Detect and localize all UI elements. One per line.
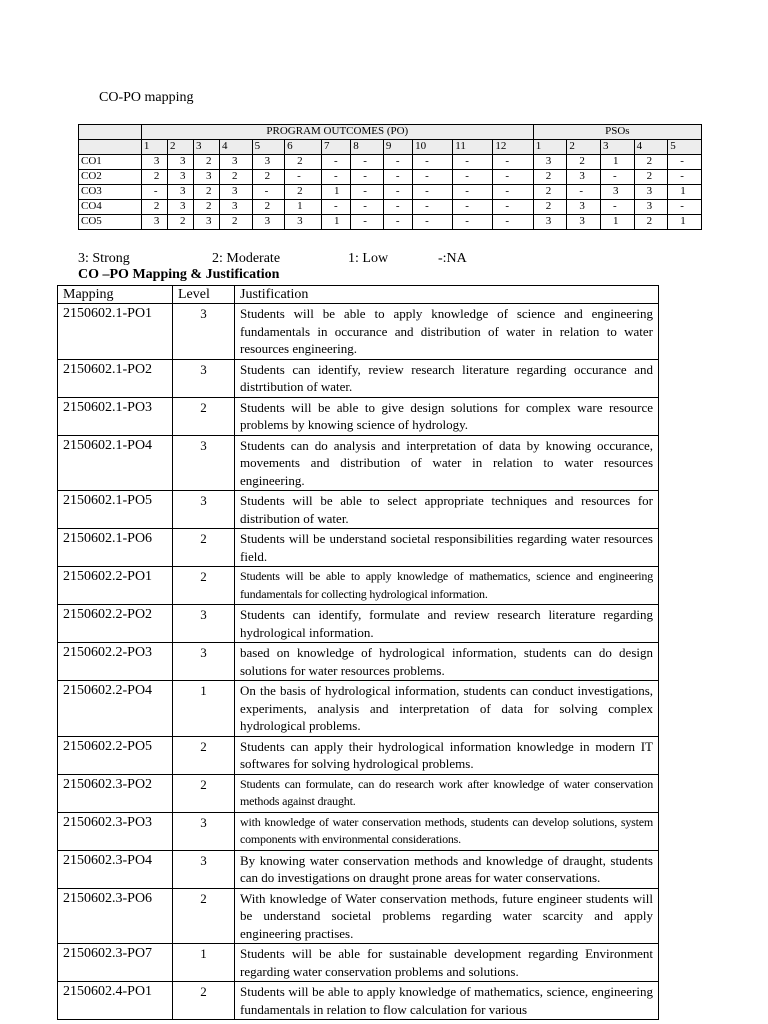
co-po-value-cell: 2 [285, 185, 322, 200]
co-po-value-cell: 2 [634, 215, 668, 230]
justification-row [58, 491, 659, 529]
co-po-mapping-table [78, 124, 702, 230]
po-number-cell: 4 [220, 140, 253, 155]
co-po-number-header-row [79, 140, 702, 155]
justification-row [58, 567, 659, 605]
level-cell: 1 [173, 944, 235, 982]
co-po-value-cell: 3 [252, 155, 285, 170]
co-po-value-cell: 2 [634, 170, 668, 185]
co-po-value-cell: 1 [600, 215, 634, 230]
co-po-value-cell: - [453, 200, 493, 215]
co-label: CO4 [79, 200, 142, 215]
co-po-value-cell: - [351, 170, 384, 185]
level-cell: 2 [173, 529, 235, 567]
mapping-cell: 2150602.2-PO5 [58, 736, 173, 774]
co-po-value-cell: - [493, 185, 533, 200]
co-po-value-cell: 3 [220, 155, 253, 170]
co-po-value-cell: - [252, 185, 285, 200]
co-label: CO3 [79, 185, 142, 200]
mapping-cell: 2150602.1-PO6 [58, 529, 173, 567]
co-po-value-cell: 2 [252, 200, 285, 215]
co-po-value-cell: 2 [634, 155, 668, 170]
po-number-cell: 9 [383, 140, 412, 155]
co-po-value-cell: 2 [533, 200, 567, 215]
co-po-value-cell: - [493, 200, 533, 215]
po-number-cell: 7 [321, 140, 350, 155]
co-po-value-cell: - [493, 215, 533, 230]
legend-low: 1: Low [348, 251, 389, 266]
co-po-value-cell: - [493, 170, 533, 185]
legend-na: -:NA [438, 251, 467, 266]
level-cell: 3 [173, 435, 235, 491]
co-po-value-cell: 3 [567, 200, 601, 215]
justification-row [58, 681, 659, 737]
pso-number-cell: 1 [533, 140, 567, 155]
pso-group-label: PSOs [533, 125, 701, 140]
co-po-value-cell: 1 [285, 200, 322, 215]
po-number-cell: 11 [453, 140, 493, 155]
co-po-value-cell: - [321, 200, 350, 215]
co-po-value-cell: 2 [193, 200, 219, 215]
co-po-value-cell: 3 [252, 215, 285, 230]
mapping-cell: 2150602.1-PO2 [58, 359, 173, 397]
justification-heading: CO –PO Mapping & Justification [78, 267, 280, 282]
co-po-value-cell: 3 [567, 170, 601, 185]
co-po-value-cell: 2 [533, 185, 567, 200]
justification-row [58, 435, 659, 491]
header-level: Level [173, 286, 235, 304]
co-po-value-cell: 2 [193, 155, 219, 170]
mapping-cell: 2150602.1-PO1 [58, 304, 173, 360]
level-cell: 1 [173, 681, 235, 737]
co-po-value-cell: 3 [193, 215, 219, 230]
co-po-value-cell: 3 [634, 200, 668, 215]
co-po-value-cell: - [413, 215, 453, 230]
co-po-value-cell: 2 [285, 155, 322, 170]
justification-row [58, 359, 659, 397]
level-cell: 2 [173, 567, 235, 605]
legend-moderate: 2: Moderate [212, 251, 281, 266]
co-po-value-cell: - [668, 200, 702, 215]
co-row [79, 200, 702, 215]
level-cell: 3 [173, 304, 235, 360]
co-po-value-cell: 3 [285, 215, 322, 230]
level-cell: 2 [173, 397, 235, 435]
level-cell: 3 [173, 643, 235, 681]
co-po-value-cell: - [668, 170, 702, 185]
co-po-value-cell: - [600, 170, 634, 185]
co-po-value-cell: - [453, 155, 493, 170]
mapping-cell: 2150602.1-PO3 [58, 397, 173, 435]
co-po-value-cell: 3 [193, 170, 219, 185]
co-label: CO1 [79, 155, 142, 170]
legend-strong: 3: Strong [78, 251, 130, 266]
justification-row [58, 944, 659, 982]
level-cell: 3 [173, 812, 235, 850]
po-number-cell: 12 [493, 140, 533, 155]
pso-number-cell: 4 [634, 140, 668, 155]
po-number-cell: 6 [285, 140, 322, 155]
co-po-value-cell: - [351, 215, 384, 230]
co-po-value-cell: - [413, 170, 453, 185]
co-po-value-cell: - [321, 155, 350, 170]
level-cell: 2 [173, 888, 235, 944]
justification-row [58, 982, 659, 1020]
header-justification: Justification [235, 286, 659, 304]
po-number-cell: 1 [141, 140, 167, 155]
co-po-value-cell: - [383, 215, 412, 230]
co-po-value-cell: 3 [220, 185, 253, 200]
co-po-value-cell: - [383, 155, 412, 170]
justification-row [58, 812, 659, 850]
corner-cell [79, 125, 142, 140]
justification-cell: By knowing water conservation methods and knowledge of draught, students can do investigations on draught prone areas for water conservations. [235, 850, 659, 888]
co-po-value-cell: - [413, 200, 453, 215]
co-po-value-cell: - [383, 170, 412, 185]
co-po-value-cell: - [453, 185, 493, 200]
justification-row [58, 850, 659, 888]
co-po-group-header-row [79, 125, 702, 140]
co-po-value-cell: 3 [533, 155, 567, 170]
justification-cell: Students will be able to select appropriate techniques and resources for distribution of water. [235, 491, 659, 529]
co-po-value-cell: - [383, 185, 412, 200]
justification-cell: Students can apply their hydrological information knowledge in modern IT softwares for solving hydrological problems. [235, 736, 659, 774]
co-po-value-cell: 2 [220, 215, 253, 230]
co-row [79, 170, 702, 185]
co-po-value-cell: 3 [634, 185, 668, 200]
po-number-cell: 5 [252, 140, 285, 155]
co-po-value-cell: 1 [668, 215, 702, 230]
co-po-value-cell: - [668, 155, 702, 170]
justification-cell: Students will be able to apply knowledge of mathematics, science, engineering fundamentals in relation to flow calculation for various [235, 982, 659, 1020]
mapping-cell: 2150602.3-PO3 [58, 812, 173, 850]
justification-row [58, 643, 659, 681]
mapping-cell: 2150602.3-PO4 [58, 850, 173, 888]
co-row [79, 215, 702, 230]
po-number-cell: 8 [351, 140, 384, 155]
co-po-value-cell: 1 [321, 215, 350, 230]
justification-cell: Students can do analysis and interpretation of data by knowing occurance, movements and distribution of water in relation to water resources engineering. [235, 435, 659, 491]
justification-row [58, 774, 659, 812]
co-po-value-cell: - [351, 185, 384, 200]
mapping-cell: 2150602.1-PO5 [58, 491, 173, 529]
co-po-value-cell: 3 [600, 185, 634, 200]
co-po-value-cell: 2 [193, 185, 219, 200]
level-cell: 2 [173, 982, 235, 1020]
level-cell: 3 [173, 491, 235, 529]
justification-cell: Students will be able to apply knowledge of science and engineering fundamentals in occurance and distribution of water in relation to water resources engineering. [235, 304, 659, 360]
mapping-cell: 2150602.2-PO4 [58, 681, 173, 737]
level-cell: 2 [173, 774, 235, 812]
co-po-value-cell: - [321, 170, 350, 185]
co-po-value-cell: 2 [220, 170, 253, 185]
co-po-value-cell: 2 [567, 155, 601, 170]
co-po-value-cell: 2 [533, 170, 567, 185]
po-number-cell: 3 [193, 140, 219, 155]
mapping-cell: 2150602.2-PO3 [58, 643, 173, 681]
co-po-value-cell: 1 [600, 155, 634, 170]
justification-cell: On the basis of hydrological information, students can conduct investigations, experiments, analysis and interpretation of data for solving complex hydrological problems. [235, 681, 659, 737]
co-po-value-cell: - [453, 170, 493, 185]
po-group-label: PROGRAM OUTCOMES (PO) [141, 125, 533, 140]
mapping-cell: 2150602.2-PO1 [58, 567, 173, 605]
co-po-value-cell: 3 [220, 200, 253, 215]
co-po-value-cell: - [141, 185, 167, 200]
level-cell: 3 [173, 605, 235, 643]
justification-row [58, 605, 659, 643]
justification-cell: Students can identify, review research literature regarding occurance and distrtibution of water. [235, 359, 659, 397]
co-po-value-cell: 3 [141, 155, 167, 170]
level-cell: 2 [173, 736, 235, 774]
co-po-value-cell: - [567, 185, 601, 200]
co-po-value-cell: 3 [167, 200, 193, 215]
header-mapping: Mapping [58, 286, 173, 304]
co-po-value-cell: 2 [141, 200, 167, 215]
co-po-value-cell: 2 [252, 170, 285, 185]
justification-cell: Students will be understand societal responsibilities regarding water resources field. [235, 529, 659, 567]
justification-cell: With knowledge of Water conservation methods, future engineer students will be understand societal problems regarding water scarcity and apply engineering practises. [235, 888, 659, 944]
pso-number-cell: 3 [600, 140, 634, 155]
justification-row [58, 736, 659, 774]
justification-row [58, 397, 659, 435]
co-po-value-cell: - [413, 185, 453, 200]
level-cell: 3 [173, 359, 235, 397]
justification-cell: based on knowledge of hydrological information, students can do design solutions for water resources problems. [235, 643, 659, 681]
co-row [79, 185, 702, 200]
level-cell: 3 [173, 850, 235, 888]
pso-number-cell: 2 [567, 140, 601, 155]
co-po-value-cell: 3 [167, 185, 193, 200]
justification-cell: Students will be able to apply knowledge of mathematics, science and engineering fundamentals for collecting hydrological information. [235, 567, 659, 605]
justification-row [58, 529, 659, 567]
co-label: CO2 [79, 170, 142, 185]
co-po-value-cell: 2 [141, 170, 167, 185]
justification-row [58, 888, 659, 944]
co-po-value-cell: 1 [321, 185, 350, 200]
co-po-value-cell: - [285, 170, 322, 185]
mapping-cell: 2150602.4-PO1 [58, 982, 173, 1020]
co-row [79, 155, 702, 170]
co-po-value-cell: 3 [567, 215, 601, 230]
justification-row [58, 304, 659, 360]
justification-cell: Students will be able to give design solutions for complex ware resource problems by knowing science of hydrology. [235, 397, 659, 435]
po-number-cell: 10 [413, 140, 453, 155]
po-number-cell: 2 [167, 140, 193, 155]
co-po-value-cell: 1 [668, 185, 702, 200]
co-po-value-cell: 3 [141, 215, 167, 230]
corner-cell [79, 140, 142, 155]
page-title: CO-PO mapping [99, 90, 194, 105]
co-po-value-cell: 2 [167, 215, 193, 230]
justification-table [57, 285, 659, 1020]
co-po-value-cell: - [453, 215, 493, 230]
justification-cell: Students can identify, formulate and review research literature regarding hydrological information. [235, 605, 659, 643]
co-po-value-cell: - [351, 155, 384, 170]
co-label: CO5 [79, 215, 142, 230]
co-po-value-cell: - [351, 200, 384, 215]
justification-cell: Students can formulate, can do research work after knowledge of water conservation methods against draught. [235, 774, 659, 812]
co-po-value-cell: - [493, 155, 533, 170]
justification-cell: Students will be able for sustainable development regarding Environment regarding water conservation problems and solutions. [235, 944, 659, 982]
mapping-cell: 2150602.2-PO2 [58, 605, 173, 643]
justification-cell: with knowledge of water conservation methods, students can develop solutions, system components with environmental considerations. [235, 812, 659, 850]
mapping-cell: 2150602.3-PO6 [58, 888, 173, 944]
co-po-value-cell: 3 [167, 170, 193, 185]
co-po-value-cell: - [383, 200, 412, 215]
co-po-value-cell: 3 [533, 215, 567, 230]
justification-header-row [58, 286, 659, 304]
co-po-value-cell: - [600, 200, 634, 215]
co-po-value-cell: 3 [167, 155, 193, 170]
mapping-cell: 2150602.3-PO7 [58, 944, 173, 982]
co-po-value-cell: - [413, 155, 453, 170]
pso-number-cell: 5 [668, 140, 702, 155]
mapping-cell: 2150602.1-PO4 [58, 435, 173, 491]
mapping-cell: 2150602.3-PO2 [58, 774, 173, 812]
